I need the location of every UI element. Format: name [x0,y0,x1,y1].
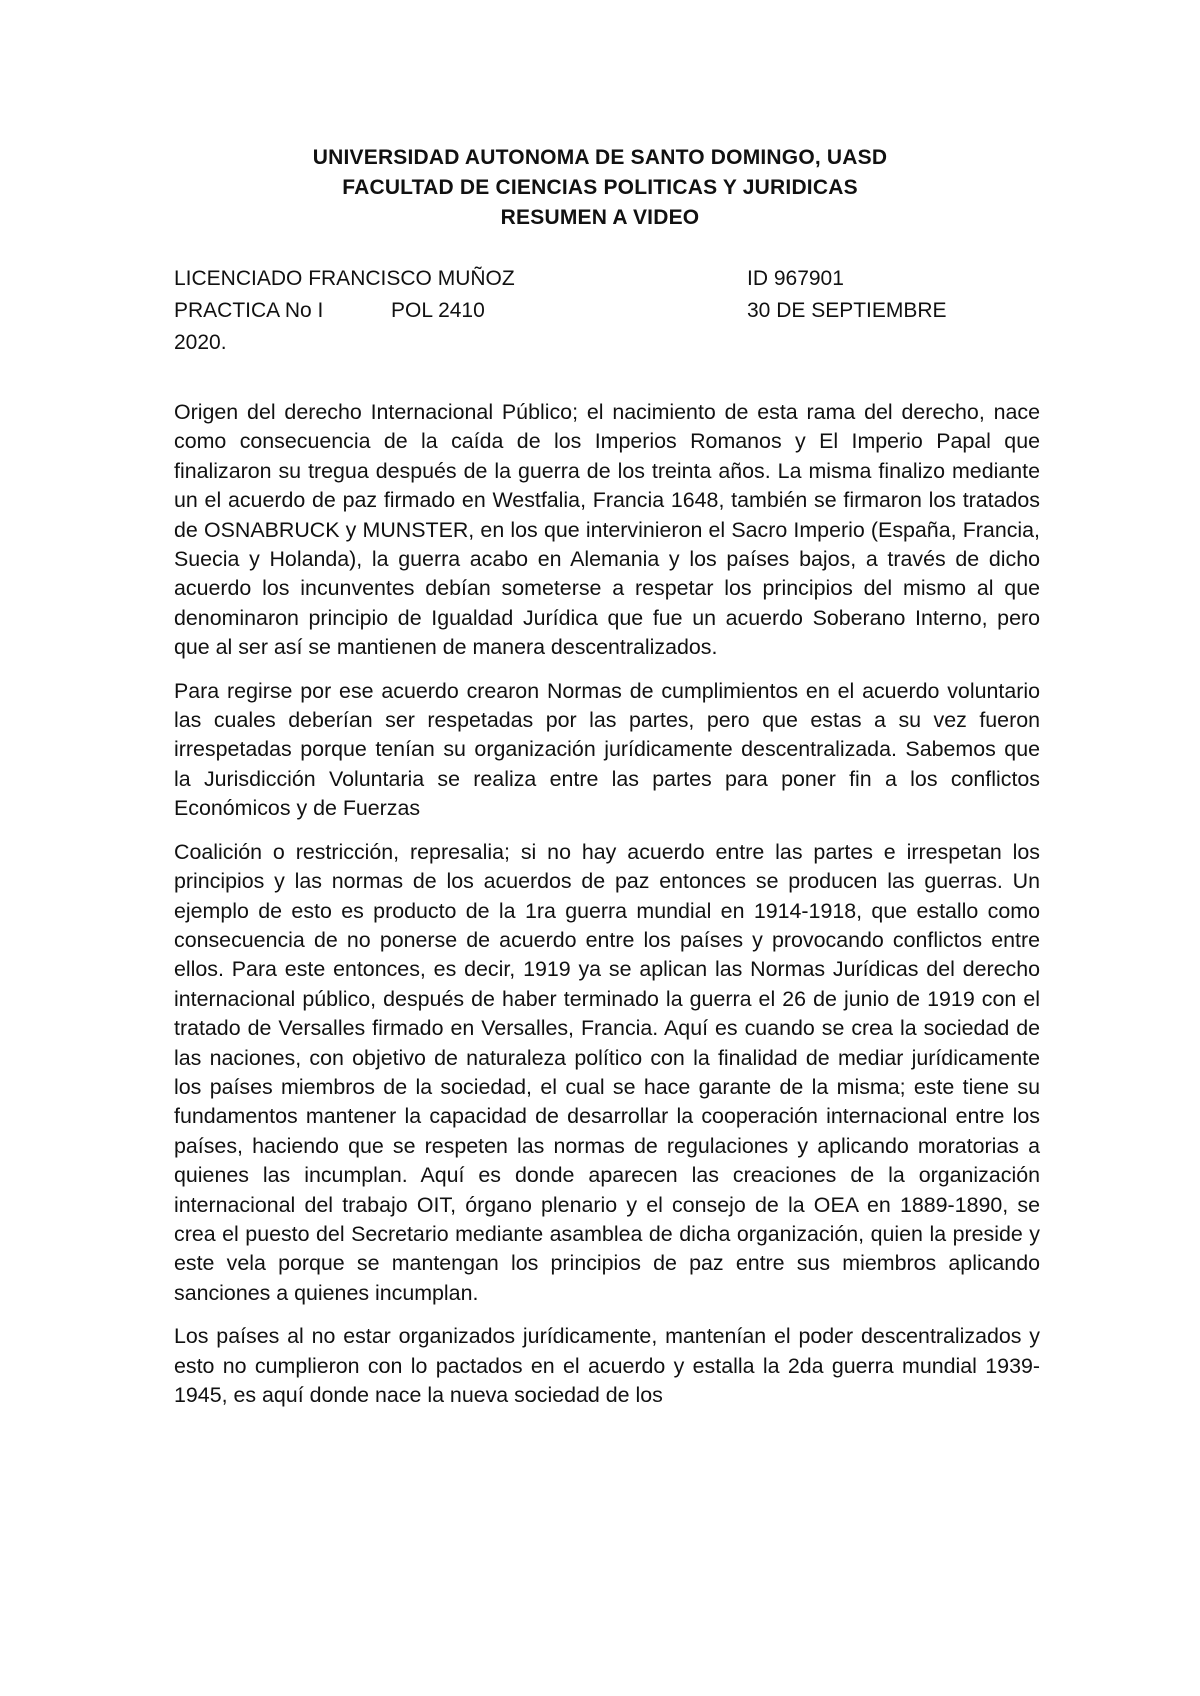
paragraph-4: Los países al no estar organizados jurídicamente, mantenían el poder descentralizados y esto no cumplieron con lo pactados en el acuerdo y estalla la 2da guerra mundial 1939-1945, es aquí donde nace la nueva sociedad de los [174,1324,1040,1407]
document-title: RESUMEN A VIDEO [500,206,700,229]
paragraph-1: Origen del derecho Internacional Público; el nacimiento de esta rama del derecho, nace como consecuencia de la caída de los Imperios Romanos y El Imperio Papal que finalizaron su tregua después de la guerra de los treinta años. La misma finalizo mediante un el acuerdo de paz firmado en Westfalia, Francia 1648, también se firmaron los tratados de OSNABRUCK y MUNSTER, en los que intervinieron el Sacro Imperio (España, Francia, Suecia y Holanda), la guerra acabo en Alemania y los países bajos, a través de dicho acuerdo los incunventes debían someterse a respetar los principios del mismo al que denominaron principio de Igualdad Jurídica que fue un acuerdo Soberano Interno, pero que al ser así se mantienen de manera descentralizados. [174,400,1040,660]
document-meta [174,263,1040,359]
meta-row-1 [174,263,1040,295]
course-code: POL 2410 [391,299,485,322]
meta-row-3 [174,327,1040,359]
university-title: UNIVERSIDAD AUTONOMA DE SANTO DOMINGO, UASD [312,146,888,169]
submission-date: 30 DE SEPTIEMBRE [747,299,947,322]
submission-year: 2020. [174,331,227,354]
paragraph-2: Para regirse por ese acuerdo crearon Normas de cumplimientos en el acuerdo voluntario las cuales deberían ser respetadas por las partes, pero que estas a su vez fueron irrespetadas porque tenían su organización jurídicamente descentralizada. Sabemos que la Jurisdicción Voluntaria se realiza entre las partes para poner fin a los conflictos Económicos y de Fuerzas [174,678,1040,821]
meta-row-2 [174,295,1040,327]
document-body [174,398,1040,1424]
faculty-title: FACULTAD DE CIENCIAS POLITICAS Y JURIDICAS [342,176,858,199]
instructor-name: LICENCIADO FRANCISCO MUÑOZ [174,267,515,290]
student-id: ID 967901 [747,267,844,290]
document-header [0,143,1200,233]
practice-number: PRACTICA No I [174,299,324,322]
paragraph-3: Coalición o restricción, represalia; si no hay acuerdo entre las partes e irrespetan los principios y las normas de los acuerdos de paz entonces se producen las guerras. Un ejemplo de esto es producto de la 1ra guerra mundial en 1914-1918, que estallo como consecuencia de no ponerse de acuerdo entre los países y provocando conflictos entre ellos. Para este entonces, es decir, 1919 ya se aplican las Normas Jurídicas del derecho internacional público, después de haber terminado la guerra el 26 de junio de 1919 con el tratado de Versalles firmado en Versalles, Francia. Aquí es cuando se crea la sociedad de las naciones, con objetivo de naturaleza político con la finalidad de mediar jurídicamente los países miembros de la sociedad, el cual se hace garante de la misma; este tiene su fundamentos mantener la capacidad de desarrollar la cooperación internacional entre los países, haciendo que se respeten las normas de regulaciones y aplicando moratorias a quienes las incumplan. Aquí es donde aparecen las creaciones de la organización internacional del trabajo OIT, órgano plenario y el consejo de la OEA en 1889-1890, se crea el puesto del Secretario mediante asamblea de dicha organización, quien la preside y este vela porque se mantengan los principios de paz entre sus miembros aplicando sanciones a quienes incumplan. [174,839,1040,1305]
